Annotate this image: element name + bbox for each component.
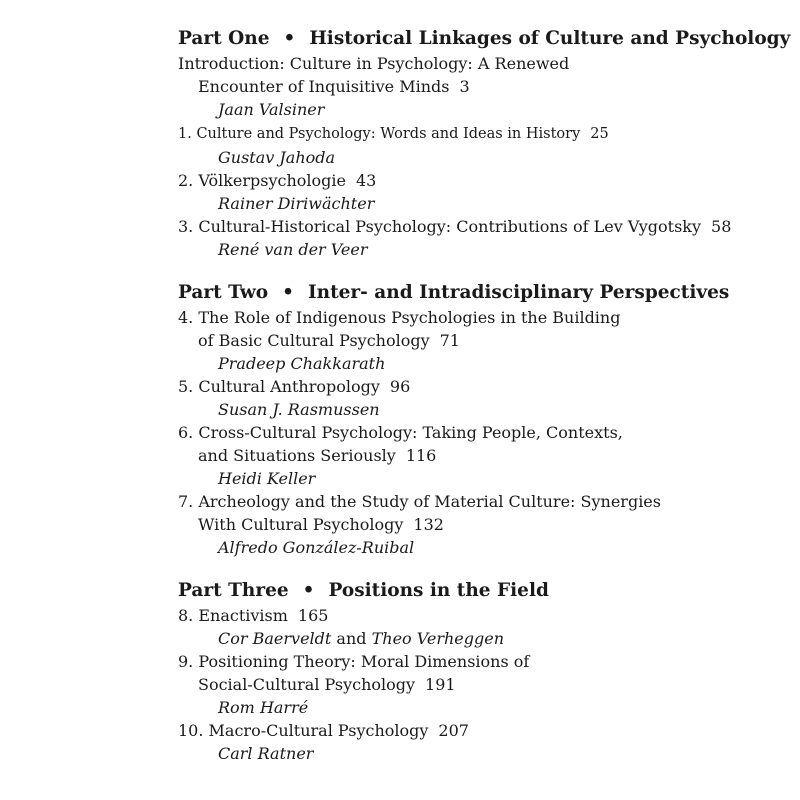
page-number: 191 xyxy=(425,675,456,694)
author-name: René van der Veer xyxy=(218,240,368,259)
entry-title-line xyxy=(178,375,778,398)
toc-entry xyxy=(178,421,778,490)
chapter-title: 2. Völkerpsychologie xyxy=(178,171,346,190)
entry-title-line xyxy=(178,673,778,696)
section-gap xyxy=(178,559,778,578)
chapter-title: 3. Cultural-Historical Psychology: Contributions of Lev Vygotsky xyxy=(178,217,702,236)
toc-entry xyxy=(178,490,778,559)
chapter-title: and Situations Seriously xyxy=(198,446,396,465)
part-title: Positions in the Field xyxy=(328,580,549,601)
page-number: 116 xyxy=(405,446,437,465)
bullet-separator: • xyxy=(282,282,294,303)
entry-title-line xyxy=(178,329,778,352)
chapter-authors xyxy=(178,146,778,169)
chapter-title: Encounter of Inquisitive Minds xyxy=(198,77,450,96)
entry-title-line xyxy=(178,121,778,146)
part-heading xyxy=(178,26,791,52)
chapter-title: 10. Macro-Cultural Psychology xyxy=(178,721,429,740)
chapter-title: With Cultural Psychology xyxy=(198,515,404,534)
entry-title-line xyxy=(178,719,778,742)
toc-entry xyxy=(178,169,778,215)
page-number: 96 xyxy=(389,377,411,396)
chapter-title: Social-Cultural Psychology xyxy=(198,675,416,694)
chapter-authors xyxy=(178,627,778,650)
author-name: Carl Ratner xyxy=(218,744,314,763)
part-label: Part Three xyxy=(178,580,289,601)
author-name: Alfredo González-Ruibal xyxy=(218,538,415,557)
chapter-authors xyxy=(178,467,778,490)
toc-entry xyxy=(178,215,778,261)
author-name: Rainer Diriwächter xyxy=(218,194,375,213)
toc-entry xyxy=(178,604,778,650)
part-label: Part One xyxy=(178,28,270,49)
chapter-authors xyxy=(178,238,778,261)
page-number: 132 xyxy=(413,515,444,534)
entry-title-line xyxy=(178,306,778,329)
entry-title-line xyxy=(178,604,778,627)
part-label: Part Two xyxy=(178,282,269,303)
author-name: Gustav Jahoda xyxy=(218,148,336,167)
bullet-separator: • xyxy=(302,580,315,601)
page-number: 58 xyxy=(711,217,732,236)
toc-entry xyxy=(178,52,778,121)
chapter-title: 4. The Role of Indigenous Psychologies in the Building xyxy=(178,308,621,327)
entry-title-line xyxy=(178,215,778,238)
author-name: Heidi Keller xyxy=(218,469,316,488)
author-name: Jaan Valsiner xyxy=(218,100,325,119)
chapter-authors xyxy=(178,398,778,421)
chapter-title: of Basic Cultural Psychology xyxy=(198,331,430,350)
page-number: 43 xyxy=(355,171,377,190)
toc-entry xyxy=(178,121,778,169)
part-title: Inter- and Intradisciplinary Perspectives xyxy=(307,282,730,303)
page-number: 25 xyxy=(590,126,609,142)
entry-title-line xyxy=(178,421,778,444)
chapter-title: Introduction: Culture in Psychology: A Renewed xyxy=(178,54,570,73)
toc-entry xyxy=(178,719,778,765)
chapter-title: 5. Cultural Anthropology xyxy=(178,377,380,396)
chapter-authors xyxy=(178,98,778,121)
entry-title-line xyxy=(178,650,778,673)
table-of-contents xyxy=(178,26,791,765)
entry-title-line xyxy=(178,169,778,192)
entry-title-line xyxy=(178,444,778,467)
section-gap xyxy=(178,261,778,280)
page-number: 71 xyxy=(439,331,460,350)
chapter-title: 8. Enactivism xyxy=(178,606,288,625)
author-name: Pradeep Chakkarath xyxy=(218,354,386,373)
chapter-title: 6. Cross-Cultural Psychology: Taking People, Contexts, xyxy=(178,423,623,442)
entry-title-line xyxy=(178,490,778,513)
page-number: 207 xyxy=(438,721,469,740)
entry-title-line xyxy=(178,75,778,98)
toc-entry xyxy=(178,375,778,421)
part-title: Historical Linkages of Culture and Psychology xyxy=(309,28,791,49)
chapter-title: 1. Culture and Psychology: Words and Ideas in History xyxy=(178,126,581,142)
author-name: Cor Baerveldt xyxy=(218,629,332,648)
toc-entry xyxy=(178,306,778,375)
entry-title-line xyxy=(178,513,778,536)
page-number: 3 xyxy=(459,77,470,96)
part-heading xyxy=(178,280,778,306)
chapter-title: 9. Positioning Theory: Moral Dimensions of xyxy=(178,652,530,671)
author-name: Susan J. Rasmussen xyxy=(218,400,380,419)
page-number: 165 xyxy=(297,606,329,625)
bullet-separator: • xyxy=(283,28,296,49)
chapter-authors xyxy=(178,536,778,559)
chapter-authors xyxy=(178,696,778,719)
chapter-title: 7. Archeology and the Study of Material Culture: Synergies xyxy=(178,492,661,511)
author-name: Rom Harré xyxy=(218,698,309,717)
author-joiner: and xyxy=(336,629,367,648)
chapter-authors xyxy=(178,742,778,765)
chapter-authors xyxy=(178,352,778,375)
chapter-authors xyxy=(178,192,778,215)
entry-title-line xyxy=(178,52,778,75)
author-name: Theo Verheggen xyxy=(371,629,505,648)
toc-entry xyxy=(178,650,778,719)
part-heading xyxy=(178,578,778,604)
